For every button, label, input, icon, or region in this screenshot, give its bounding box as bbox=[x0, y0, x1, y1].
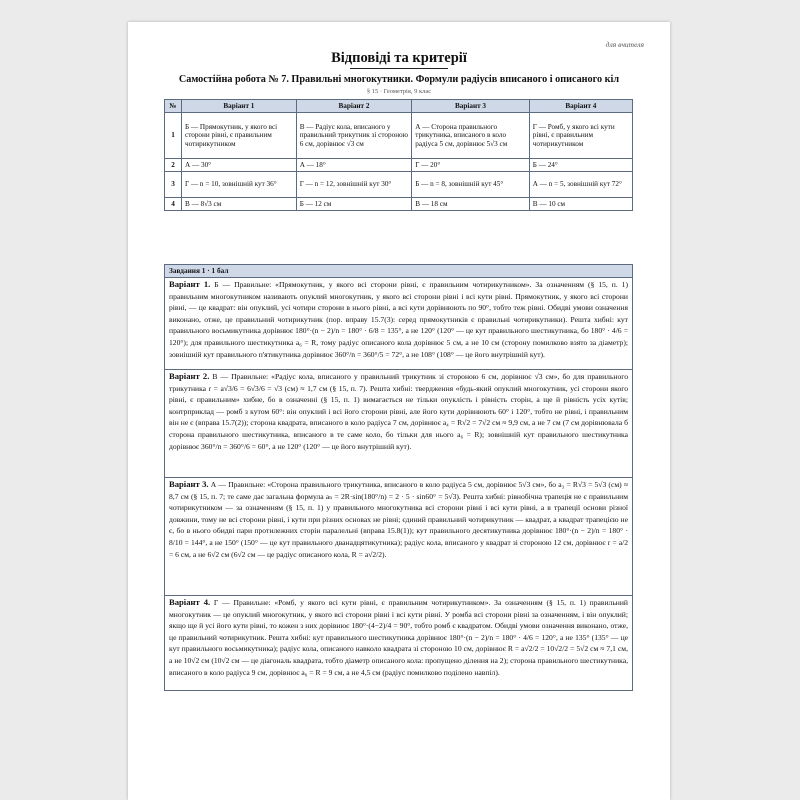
answer-cell: Г — 20° bbox=[412, 159, 530, 172]
row-number: 2 bbox=[165, 159, 182, 172]
row-number: 4 bbox=[165, 198, 182, 211]
table-row bbox=[165, 172, 633, 198]
audience-tag: для вчителя bbox=[605, 40, 644, 49]
answers-table bbox=[164, 99, 633, 211]
row-number: 1 bbox=[165, 113, 182, 159]
answer-cell: Б — 24° bbox=[529, 159, 632, 172]
table-row bbox=[165, 159, 633, 172]
answer-cell: В — 8√3 см bbox=[182, 198, 297, 211]
variant-2-explanation bbox=[165, 370, 632, 478]
page-subtitle: Самостійна робота № 7. Правильні многокутники. Формули радіусів вписаного і описаного кіл bbox=[178, 74, 620, 85]
variant-label: Варіант 2. bbox=[169, 371, 210, 381]
answer-cell: Б — n = 8, зовнішній кут 45° bbox=[412, 172, 530, 198]
answer-cell: Б — 12 см bbox=[296, 198, 412, 211]
answer-cell: А — Сторона правильного трикутника, вписаного в коло радіуса 5 см, дорівнює 5√3 см bbox=[412, 113, 530, 159]
answer-cell: Г — n = 10, зовнішній кут 36° bbox=[182, 172, 297, 198]
variant-label: Варіант 1. bbox=[169, 279, 211, 289]
variant-text: Б — Правильне: «Прямокутник, у якого всі сторони рівні, є правильним чотирикутником». За означенням (§ 15, п. 1) правильним многокутником називають опуклий многокутник, у якого всі сторони рівні і всі кути рівні. Прямокутник, у якого всі сторони рівні, — це квадрат: він опуклий, усі чотири сторони в нього рівні, а всі кути дорівнюють по 90°, тобто теж рівні. Обидві умови означення виконано, отже, це правильний чотирикутник (пор. вправу 15.7(3): серед прямокутників є правильні чотирикутники). Решта хибні: кут правильного восьмикутника дорівнює 180°·(n − 2)/n = 180° · 6/8 = 135°, а не 120° (120° — це кут правильного шестикутника, бо 180° · 4/6 = 120°); для правильного шестикутника a₆ = R, тому радіус описаного кола дорівнює 5 см, а не 10 см (сторону помилково взято за діаметр); зовнішній кут правильного п'ятикутника дорівнює 360°/n = 360°/5 = 72°, а не 108° (108° — це його внутрішній кут). bbox=[169, 280, 628, 359]
section-meta: § 15 · Геометрія, 9 клас bbox=[366, 88, 432, 95]
variant-3-explanation bbox=[165, 478, 632, 596]
table-row bbox=[165, 113, 633, 159]
column-header-variant-2: Варіант 2 bbox=[296, 100, 412, 113]
title-underline bbox=[350, 68, 448, 69]
variant-4-explanation bbox=[165, 596, 632, 704]
variant-1-explanation bbox=[165, 278, 632, 370]
column-header-variant-4: Варіант 4 bbox=[529, 100, 632, 113]
answer-cell: Г — n = 12, зовнішній кут 30° bbox=[296, 172, 412, 198]
variant-text: В — Правильне: «Радіус кола, вписаного у правильний трикутник зі стороною 6 см, дорівнює √3 см», бо для правильного трикутника r = a√3/6 = 6√3/6 = √3 (см) ≈ 1,7 см (§ 15, п. 7). Решта хибні: твердження «будь-який опуклий многокутник, усі сторони якого рівні, є правильним» хибне, бо в означенні (§ 15, п. 1) вимагається не тільки опуклість і рівність сторін, а ще й рівність усіх кутів; контрприклад — ромб з кутом 60°: він опуклий і всі його сторони рівні, але його кути дорівнюють 60° і 120°, тобто не рівні, і правильним він не є (вправа 15.7(2)); сторона квадрата, вписаного в коло радіуса 7 см, дорівнює a₄ = R√2 = 7√2 см ≈ 9,9 см, а не 7 см (7 см дорівнювала б сторона правильного шестикутника, вписаного в те саме коло, бо тільки для нього a₆ = R); зовнішній кут правильного шестикутника дорівнює 360°/n = 360°/6 = 60°, а не 120° (120° — це його внутрішній кут). bbox=[169, 372, 628, 451]
table-row bbox=[165, 198, 633, 211]
answer-cell: Б — Прямокутник, у якого всі сторони рівні, є правильним чотирикутником bbox=[182, 113, 297, 159]
column-header-variant-3: Варіант 3 bbox=[412, 100, 530, 113]
column-header-number: № bbox=[165, 100, 182, 113]
answer-cell: В — 10 см bbox=[529, 198, 632, 211]
document-page bbox=[128, 22, 670, 800]
variant-label: Варіант 3. bbox=[169, 479, 209, 489]
answer-cell: В — Радіус кола, вписаного у правильний трикутник зі стороною 6 см, дорівнює √3 см bbox=[296, 113, 412, 159]
answer-cell: А — 18° bbox=[296, 159, 412, 172]
answer-cell: Г — Ромб, у якого всі кути рівні, є правильним чотирикутником bbox=[529, 113, 632, 159]
answer-cell: А — 30° bbox=[182, 159, 297, 172]
variant-text: Г — Правильне: «Ромб, у якого всі кути рівні, є правильним чотирикутником». За означенням (§ 15, п. 1) правильний многокутник — це опуклий многокутник, у якого всі сторони рівні і всі кути рівні. У ромба всі сторони рівні за означенням, і він опуклий; якщо ще й усі його кути рівні, то кожен з них дорівнює 180°·(4−2)/4 = 90°, тобто ромб є квадратом. Обидві умови означення виконано, отже, це правильний чотирикутник. Решта хибні: кут правильного шестикутника дорівнює 180°·(n − 2)/n = 180° · 4/6 = 120°, а не 135° (135° — це кут правильного восьмикутника); радіус кола, описаного навколо квадрата зі стороною 10 см, дорівнює R = a√2/2 = 10√2/2 = 5√2 см ≈ 7,1 см, а не 10√2 см (10√2 см — це діагональ квадрата, тобто діаметр описаного кола: пропущено ділення на 2); сторона правильного шестикутника, вписаного в коло радіуса 9 см, дорівнює a₆ = R = 9 см, а не 4,5 см (радіус помилково поділено навпіл). bbox=[169, 598, 628, 677]
table-header-row bbox=[165, 100, 633, 113]
page-title: Відповіді та критерії bbox=[331, 50, 467, 66]
column-header-variant-1: Варіант 1 bbox=[182, 100, 297, 113]
row-number: 3 bbox=[165, 172, 182, 198]
criteria-heading: Завдання 1 · 1 бал bbox=[165, 265, 632, 278]
answer-cell: А — n = 5, зовнішній кут 72° bbox=[529, 172, 632, 198]
answer-cell: В — 18 см bbox=[412, 198, 530, 211]
criteria-block bbox=[164, 264, 633, 691]
variant-text: А — Правильне: «Сторона правильного трикутника, вписаного в коло радіуса 5 см, дорівнює 5√3 см», бо a₃ = R√3 = 5√3 (см) ≈ 8,7 см (§ 15, п. 7; те саме дає загальна формула aₙ = 2R·sin(180°/n) = 2 · 5 · sin60° = 5√3). Решта хибні: рівнобічна трапеція не є правильним чотирикутником — за означенням (§ 15, п. 1) у правильного многокутника всі сторони рівні і всі кути рівні, а в трапеції основи різної довжини, тому не всі сторони рівні, і кути при різних основах не рівні; єдиний правильний чотирикутник — квадрат, а квадрат трапецією не є, бо в нього обидві пари протилежних сторін паралельні (вправа 15.8(1)); кут правильного десятикутника дорівнює 180°·(n − 2)/n = 180° · 8/10 = 144°, а не 150° (150° — це кут правильного дванадцятикутника); радіус кола, вписаного у квадрат зі стороною 12 см, дорівнює r = a/2 = 6 см, а не 6√2 см (6√2 см — це радіус описаного кола, R = a√2/2). bbox=[169, 480, 628, 559]
variant-label: Варіант 4. bbox=[169, 597, 211, 607]
